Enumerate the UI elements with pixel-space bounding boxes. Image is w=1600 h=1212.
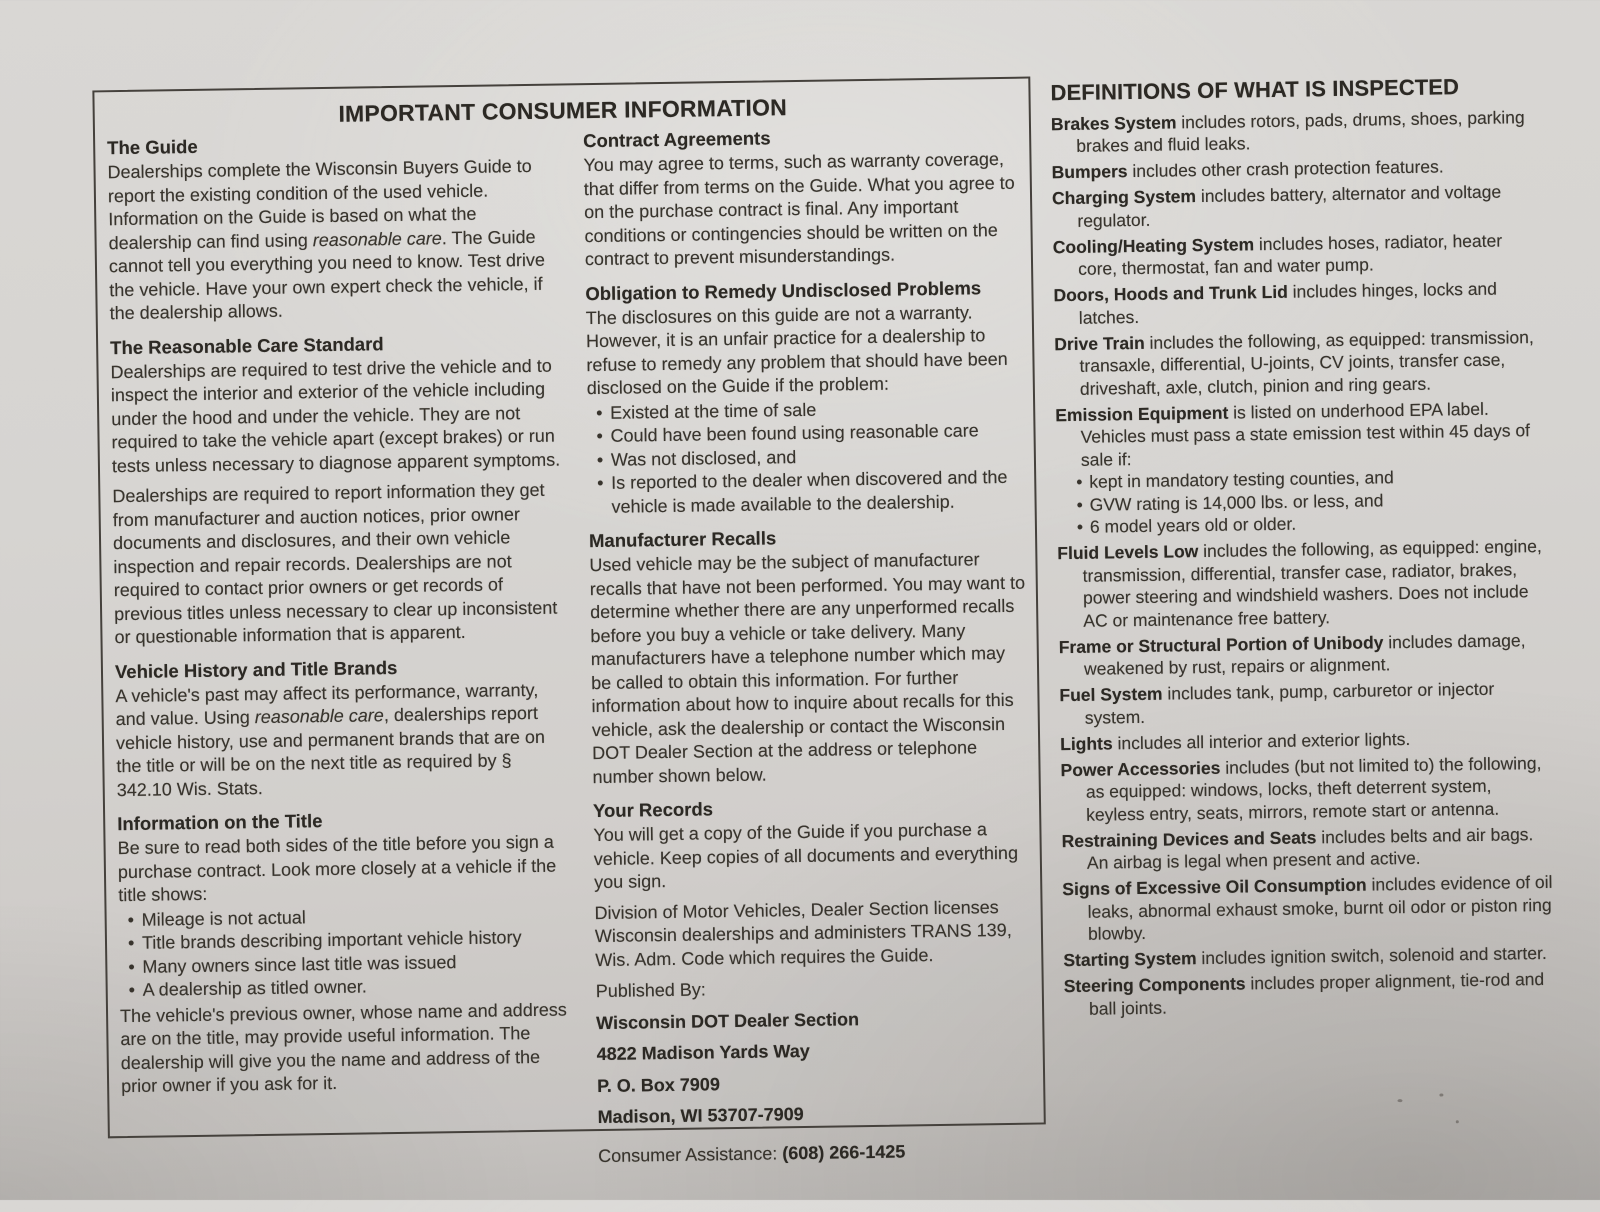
definition-term: Doors, Hoods and Trunk Lid <box>1053 281 1288 306</box>
paragraph: Division of Motor Vehicles, Dealer Section licenses Wisconsin dealerships and administers TRANS 139, Wis. Adm. Code which requires the Guide. <box>594 896 1012 970</box>
bullet-text: Title brands describing important vehicle history <box>141 927 522 953</box>
section <box>117 805 575 1098</box>
paragraph: A vehicle's past may affect its performance, warranty, and value. Using reasonable care, dealerships report vehicle history, use and permanent brands that are on the title or will be on the next title as required by § 342.10 Wis. Stats. <box>115 679 546 800</box>
definition-term: Power Accessories <box>1060 757 1221 780</box>
definition-text: includes rotors, pads, drums, shoes, parking brakes and fluid leaks. <box>1076 106 1525 156</box>
definition-text: includes hinges, locks and latches. <box>1078 278 1498 328</box>
definition-term: Fuel System <box>1059 683 1163 706</box>
definition-text: includes the following, as equipped: engine, transmission, differential, transfer case, radiator, brakes, power steering and windshield washers. Does not include AC or maintenance free battery. <box>1082 535 1542 631</box>
definition-item <box>1052 180 1545 232</box>
section-heading: Your Records <box>592 798 714 822</box>
definition-item <box>1060 751 1553 826</box>
publisher-line: Madison, WI 53707-7909 <box>597 1104 804 1128</box>
definition-term: Charging System <box>1051 186 1197 209</box>
publisher-line: 4822 Madison Yards Way <box>596 1040 810 1065</box>
section-heading: Information on the Title <box>117 810 323 835</box>
definition-term: Steering Components <box>1063 973 1246 997</box>
publisher-line: P. O. Box 7909 <box>596 1073 721 1096</box>
definition-item <box>1055 396 1549 538</box>
paragraph: The disclosures on this guide are not a warranty. However, it is an unfair practice for a dealership to refuse to remedy any problem that should have been disclosed on the Guide if the problem: <box>585 301 1008 399</box>
column-left <box>107 129 576 1175</box>
definition-text: includes damage, weakened by rust, repairs or alignment. <box>1083 629 1526 679</box>
section <box>115 653 571 802</box>
paragraph: You will get a copy of the Guide if you purchase a vehicle. Keep copies of all documents and everything you sign. <box>593 819 1019 893</box>
photo-speck <box>1397 1099 1402 1102</box>
definition-term: Cooling/Heating System <box>1052 233 1255 257</box>
section-heading: The Reasonable Care Standard <box>110 332 384 358</box>
definition-item <box>1053 228 1546 280</box>
section-heading: Contract Agreements <box>582 127 771 152</box>
section-heading: Vehicle History and Title Brands <box>114 656 398 682</box>
bullet-text: 6 model years old or older. <box>1089 513 1297 537</box>
definition-item <box>1062 871 1555 946</box>
bullet-icon: • <box>1076 516 1084 537</box>
paragraph: Dealerships are required to report information they get from manufacturer and auction notices, prior owner documents and disclosures, and their own vehicle inspection and repair records. Dealerships are not required to contact prior owners or get records of previous titles unless necessary to clear up inconsistent or questionable information that is apparent. <box>112 479 558 648</box>
bullet-icon: • <box>127 932 135 954</box>
section-heading: Manufacturer Recalls <box>588 527 777 552</box>
definition-text: includes ignition switch, solenoid and starter. <box>1196 942 1547 969</box>
bullet-list <box>587 395 1025 519</box>
definition-item <box>1064 968 1557 1020</box>
paragraph: Used vehicle may be the subject of manufacturer recalls that have not been performed. You may want to determine whether there are any unperformed recalls before you buy a vehicle or take delivery. Many manufacturers have a telephone number which may be called to obtain this information. For further information about how to inquire about recalls for this vehicle, ask the dealership or contact the Wisconsin DOT Dealer Section at the address or telephone number shown below. <box>589 549 1026 787</box>
bullet-text: Could have been found using reasonable care <box>610 420 979 446</box>
bullet-text: Many owners since last title was issued <box>142 951 457 977</box>
definition-term: Starting System <box>1063 948 1197 971</box>
definition-term: Lights <box>1060 732 1113 754</box>
definition-text: includes hoses, radiator, heater core, thermostat, fan and water pump. <box>1077 230 1503 279</box>
publisher-label: Published By: <box>595 979 706 1002</box>
definition-item <box>1059 628 1552 680</box>
paragraph: Dealerships complete the Wisconsin Buyers Guide to report the existing condition of the used vehicle. Information on the Guide is based on what the dealership can find using reasonable care. The Guide cannot tell you everything you need to know. Test drive the vehicle. Have your own expert check the vehicle, if the dealership allows. <box>107 155 546 324</box>
text-run: reasonable care <box>312 227 442 250</box>
definition-item <box>1057 535 1550 632</box>
definition-text: includes other crash protection features. <box>1127 156 1444 182</box>
definition-text: includes evidence of oil leaks, abnormal exhaust smoke, burnt oil odor or piston ring blowby. <box>1087 871 1553 944</box>
paragraph: Dealerships are required to test drive the vehicle and to inspect the interior and exterior of the vehicle including under the hood and under the vehicle. They are not required to take the vehicle apart (except brakes) or run tests unless necessary to diagnose apparent symptoms. <box>110 355 561 476</box>
definition-text: includes tank, pump, carburetor or injector system. <box>1084 678 1495 728</box>
definition-item <box>1053 277 1546 329</box>
definition-text: includes battery, alternator and voltage regulator. <box>1077 181 1502 231</box>
definition-term: Bumpers <box>1051 161 1128 183</box>
paragraph: The vehicle's previous owner, whose name and address are on the title, may provide useful information. The dealership will give you the name and address of the prior owner if you ask for it. <box>119 999 567 1097</box>
photo-speck <box>1439 1094 1443 1097</box>
bullet-text: GVW rating is 14,000 lbs. or less, and <box>1089 489 1384 515</box>
definition-text: includes belts and air bags. An airbag is legal when present and active. <box>1086 823 1534 873</box>
section <box>110 329 569 650</box>
box-columns <box>107 123 1034 1175</box>
section <box>107 129 564 325</box>
definition-term: Signs of Excessive Oil Consumption <box>1062 874 1367 900</box>
bullet-icon: • <box>128 979 136 1001</box>
definition-item <box>1060 725 1552 755</box>
section-heading: Obligation to Remedy Undisclosed Problems <box>585 276 982 304</box>
definitions-list <box>1051 105 1556 1020</box>
section <box>596 974 1035 1168</box>
section <box>593 793 1032 972</box>
definition-term: Frame or Structural Portion of Unibody <box>1058 631 1384 657</box>
definition-item <box>1051 105 1544 157</box>
bullet-item <box>588 466 1025 519</box>
definition-item <box>1059 677 1552 729</box>
box-title: IMPORTANT CONSUMER INFORMATION <box>338 94 788 127</box>
section <box>583 123 1021 272</box>
contact-line <box>598 1138 1034 1168</box>
bullet-text: Is reported to the dealer when discovered and the vehicle is made available to the dealership. <box>611 466 1008 517</box>
section <box>585 275 1025 519</box>
bullet-icon: • <box>596 402 603 423</box>
definitions-title: DEFINITIONS OF WHAT IS INSPECTED <box>1050 74 1460 106</box>
paragraph: You may agree to terms, such as warranty coverage, that differ from terms on the Guide. What you agree to on the purchase contract is final. Any important conditions or contingencies should be written on the contract to prevent misunderstandings. <box>583 148 1015 270</box>
consumer-info-box <box>92 77 1045 1166</box>
publisher-line: Wisconsin DOT Dealer Section <box>596 1008 860 1033</box>
section <box>589 523 1029 789</box>
contact-label: Consumer Assistance: <box>598 1142 783 1166</box>
bullet-list <box>119 902 574 1003</box>
bullet-icon: • <box>127 909 135 930</box>
text-run: reasonable care <box>254 705 384 728</box>
definition-text: includes the following, as equipped: transmission, transaxle, differential, U-joints, CV joints, transfer case, driveshaft, axle, clutch, pinion and ring gears. <box>1079 326 1534 399</box>
definition-item <box>1052 154 1544 184</box>
bullet-text: Mileage is not actual <box>141 906 306 930</box>
bullet-text: A dealership as titled owner. <box>142 976 367 1000</box>
bullet-text: kept in mandatory testing counties, and <box>1089 467 1394 492</box>
definition-text: includes proper alignment, tie-rod and ball joints. <box>1088 969 1545 1019</box>
bullet-icon: • <box>596 425 603 446</box>
definition-item <box>1061 822 1554 874</box>
definition-text: includes (but not limited to) the following, as equipped: windows, locks, theft deterrent system, keyless entry, seats, mirrors, remote start or antenna. <box>1085 752 1542 825</box>
bullet-icon: • <box>128 956 135 977</box>
definition-item <box>1054 325 1547 400</box>
definition-term: Fluid Levels Low <box>1057 541 1199 564</box>
definition-term: Brakes System <box>1050 111 1177 134</box>
definition-text: is listed on underhood EPA label. Vehicles must pass a state emission test within 45 days of sale if: <box>1080 398 1531 470</box>
photo-speck <box>1456 1120 1459 1123</box>
section-heading: The Guide <box>107 135 198 159</box>
column-middle <box>583 123 1034 1168</box>
bullet-text: Was not disclosed, and <box>610 446 797 470</box>
definition-term: Drive Train <box>1054 332 1145 354</box>
bullet-icon: • <box>1076 494 1083 515</box>
bullet-icon: • <box>597 472 604 493</box>
definition-term: Emission Equipment <box>1055 402 1229 425</box>
definition-text: includes all interior and exterior lights. <box>1112 728 1411 753</box>
definition-term: Restraining Devices and Seats <box>1061 826 1317 851</box>
contact-value: (608) 266-1425 <box>782 1140 906 1163</box>
bullet-icon: • <box>1076 471 1083 492</box>
definition-item <box>1063 942 1555 972</box>
paragraph: Be sure to read both sides of the title before you sign a purchase contract. Look more closely at a vehicle if the title shows: <box>117 831 557 906</box>
definitions-column <box>1050 75 1556 1020</box>
bullet-text: Existed at the time of sale <box>609 399 817 423</box>
bullet-icon: • <box>596 449 604 470</box>
